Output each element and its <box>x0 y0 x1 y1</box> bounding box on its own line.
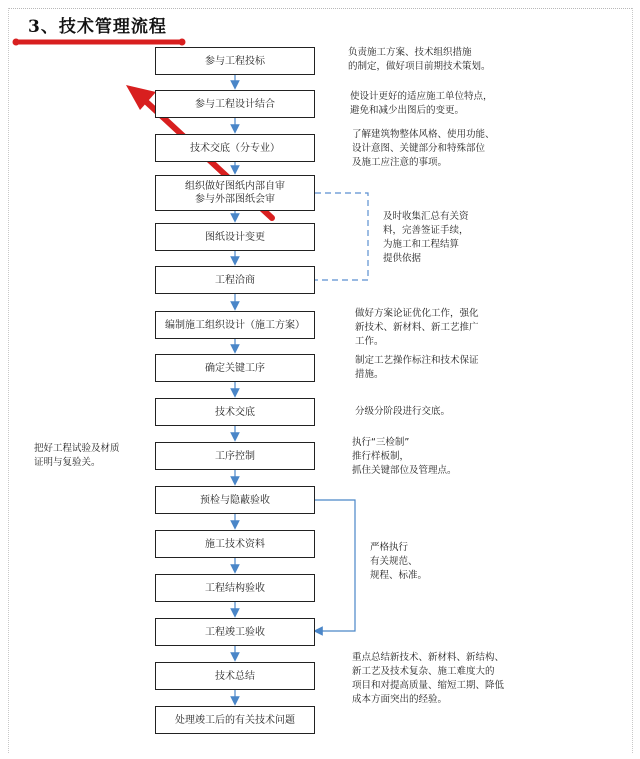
note-design: 使设计更好的适应施工单位特点， 避免和减少出图后的变更。 <box>350 91 493 116</box>
step-tech-disclosure: 技术交底 <box>155 398 315 426</box>
step-design-change: 图纸设计变更 <box>155 223 315 251</box>
step-bid: 参与工程投标 <box>155 47 315 75</box>
step-disclosure-by-discipline: 技术交底（分专业） <box>155 134 315 162</box>
step-process-control: 工序控制 <box>155 442 315 470</box>
note-tech-disclosure: 分级分阶段进行交底。 <box>355 406 451 417</box>
dashed-feedback-loop <box>315 193 368 280</box>
step-completion-acceptance: 工程竣工验收 <box>155 618 315 646</box>
step-post-completion: 处理竣工后的有关技术问题 <box>155 706 315 734</box>
note-key: 制定工艺操作标注和技术保证 措施。 <box>355 355 479 380</box>
step-negotiation: 工程洽商 <box>155 266 315 294</box>
note-process: 执行“三检制” 推行样板制， 抓住关键部位及管理点。 <box>352 437 457 476</box>
section-heading: 3、技术管理流程 <box>28 17 167 37</box>
step-tech-documents: 施工技术资料 <box>155 530 315 558</box>
step-design-coordination: 参与工程设计结合 <box>155 90 315 118</box>
step-key-process: 确定关键工序 <box>155 354 315 382</box>
step-structure-acceptance: 工程结构验收 <box>155 574 315 602</box>
note-plan: 做好方案论证优化工作，强化 新技术、新材料、新工艺推广 工作。 <box>355 308 479 347</box>
note-disclosure: 了解建筑物整体风格、使用功能、 设计意图、关键部分和特殊部位 及施工应注意的事项。 <box>352 129 495 168</box>
note-acceptance: 严格执行 有关规范、 规程、标准。 <box>370 542 428 581</box>
step-inspection: 预检与隐蔽验收 <box>155 486 315 514</box>
step-tech-summary: 技术总结 <box>155 662 315 690</box>
note-bid: 负责施工方案、技术组织措施 的制定，做好项目前期技术策划。 <box>348 47 491 72</box>
step-drawing-review: 组织做好图纸内部自审 参与外部图纸会审 <box>155 175 315 211</box>
note-change: 及时收集汇总有关资 料，完善签证手续， 为施工和工程结算 提供依据 <box>383 211 469 264</box>
note-summary: 重点总结新技术、新材料、新结构、 新工艺及技术复杂、施工难度大的 项目和对提高质量、缩短工期、降低 成本方面突出的经验。 <box>352 652 505 705</box>
acceptance-loop <box>315 500 355 631</box>
note-material: 把好工程试验及材质 证明与复验关。 <box>34 443 120 468</box>
step-construction-plan: 编制施工组织设计（施工方案） <box>155 311 315 339</box>
